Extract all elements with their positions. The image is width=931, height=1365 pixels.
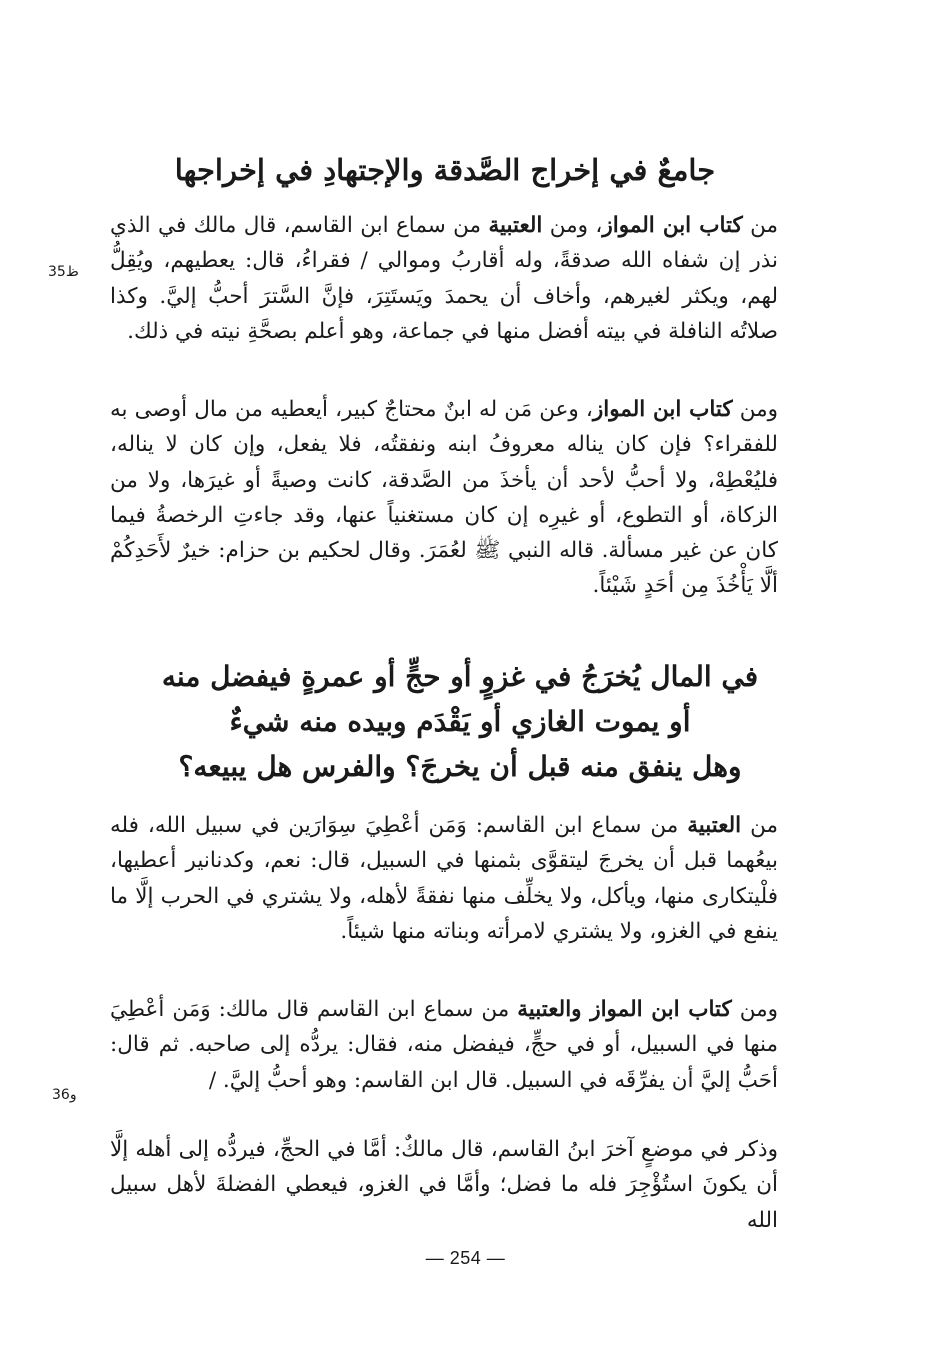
title-line: وهل ينفق منه قبل أن يخرجَ؟ والفرس هل يبيعه؟ bbox=[178, 750, 742, 783]
text-run: من bbox=[741, 813, 778, 838]
section-title-1: جامعٌ في إخراج الصَّدقة والإجتهادِ في إخراجها bbox=[174, 153, 716, 187]
source-name: كتاب ابن المواز والعتبية bbox=[517, 997, 732, 1022]
paragraph-3 bbox=[110, 808, 778, 949]
margin-note-folio: ظ35 bbox=[48, 264, 79, 280]
paragraph-1 bbox=[110, 208, 778, 349]
paragraph-4 bbox=[110, 992, 778, 1098]
title-line: في المال يُخرَجُ في غزوٍ أو حجٍّ أو عمرةٍ فيفضل منه bbox=[161, 660, 759, 693]
source-name: كتاب ابن المواز bbox=[592, 397, 733, 422]
text-run: ومن bbox=[732, 397, 778, 422]
margin-note-folio: و36 bbox=[52, 1087, 77, 1103]
text-run: ، وعن مَن له ابنٌ محتاجٌ كبير، أيعطيه من مال أوصى به للفقراء؟ فإن كان يناله معروفُ ابنه ونفقتُه، فلا يفعل، وإن كان لا يناله، فليُعْطِهْ، ولا أحبُّ لأحد أن يأخذَ من الصَّدقة، كانت وصيةً أو غيرَها، ولا من الزكاة، أو التطوع، أو غيرِه إن كان مستغنياً عنها، وقد جاءتِ الرخصةُ فيما كان عن غير مسألة. قاله النبي ﷺ لعُمَرَ. وقال لحكيم بن حزام: خيرٌ لأَحَدِكُمْ ألَّا يَأْخُذَ مِن أحَدٍ شَيْئاً. bbox=[110, 397, 778, 599]
text-run: من bbox=[742, 213, 778, 238]
text-run: من سماع ابن القاسم قال مالك: وَمَن أعْطِيَ منها في السبيل، أو في حجٍّ، فيفضل منه، فقال: يردُّه إلى صاحبه. ثم قال: أحَبُّ إليَّ أن يفرِّقَه في السبيل. قال ابن القاسم: وهو أحبُّ إليَّ. / bbox=[110, 997, 778, 1093]
text-run: وذكر في موضعٍ آخرَ ابنُ القاسم، قال مالكٌ: أمَّا في الحجِّ، فيردُّه إلى أهله إلَّا أن يكونَ استُؤْجِرَ فله ما فضل؛ وأمَّا في الغزو، فيعطي الفضلةَ لأهل سبيل الله bbox=[110, 1137, 778, 1233]
source-name: العتبية bbox=[687, 813, 742, 838]
text-run: ومن bbox=[731, 997, 778, 1022]
page-number: — 254 — bbox=[425, 1248, 506, 1268]
paragraph-2 bbox=[110, 392, 778, 604]
text-run: من سماع ابن القاسم: وَمَن أعْطِيَ سِوَارَين في سبيل الله، فله بيعُهما قبل أن يخرجَ ليتقوَّى بثمنها في السبيل، قال: نعم، وكدنانير أعطيها، فلْيتكارى منها، ويأكل، ولا يخلِّف منها نفقةً لأهله، ولا يشتري في الحرب إلَّا ما ينفع في الغزو، ولا يشتري لامرأته وبناته منها شيئاً. bbox=[110, 813, 778, 944]
section-title-2 bbox=[130, 654, 790, 789]
text-run: من سماع ابن القاسم، قال مالك في الذي نذر إن شفاه الله صدقةً، وله أقاربُ وموالي / فقراءُ، قال: يعطيهم، ويُقِلُّ لهم، ويكثر لغيرهم، وأخاف أن يحمدَ ويَستَتِرَ، فإنَّ السَّترَ أحبُّ إليَّ. وكذا صلاتُه النافلة في بيته أفضل منها في جماعة، وهو أعلم بصحَّةِ نيته في ذلك. bbox=[110, 213, 778, 344]
source-name: كتاب ابن المواز bbox=[602, 213, 743, 238]
text-run: ، ومن bbox=[542, 213, 603, 238]
title-line: أو يموت الغازي أو يَقْدَم وبيده منه شيءٌ bbox=[229, 705, 691, 738]
source-name: العتبية bbox=[488, 213, 543, 238]
paragraph-5 bbox=[110, 1132, 778, 1238]
